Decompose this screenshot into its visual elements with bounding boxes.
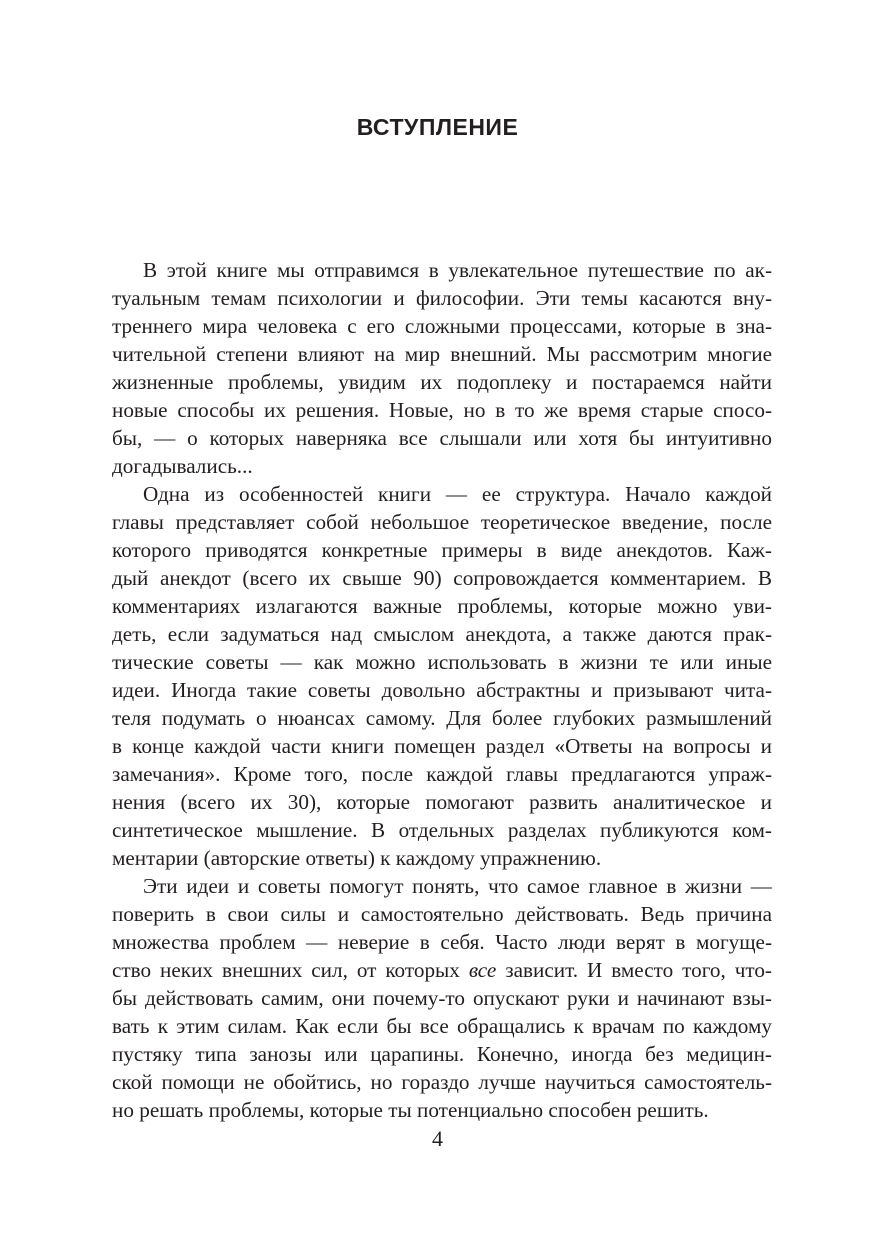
page-number: 4 [432, 1126, 443, 1151]
text-line: чительной степени влияют на мир внешний. Мы рассмотрим многие [112, 342, 772, 366]
text-line: но решать проблемы, которые ты потенциально способен решить. [112, 1098, 709, 1122]
text-line: догадывались... [112, 454, 253, 478]
text-line: теля подумать о нюансах самому. Для более глубоких размышлений [112, 706, 772, 730]
text-line: бы действовать самим, они почему-то опускают руки и начинают взы- [112, 986, 772, 1010]
text-line: тические советы — как можно использовать в жизни те или иные [112, 650, 772, 674]
text-line: бы, — о которых наверняка все слышали или хотя бы интуитивно [112, 426, 772, 450]
text-line: комментариях излагаются важные проблемы, которые можно уви- [112, 594, 772, 618]
text-line: которого приводятся конкретные примеры в виде анекдотов. Каж- [112, 538, 772, 562]
page-title: ВСТУПЛЕНИЕ [356, 114, 519, 140]
text-line: ской помощи не обойтись, но гораздо лучше научиться самостоятель- [112, 1070, 772, 1094]
text-line: идеи. Иногда такие советы довольно абстрактны и призывают чита- [112, 678, 772, 702]
text-line: жизненные проблемы, увидим их подоплеку и постараемся найти [112, 370, 772, 394]
text-segment: зависит. И вместо того, что- [496, 958, 772, 982]
text-line: дый анекдот (всего их свыше 90) сопровождается комментарием. В [112, 566, 772, 590]
text-line: В этой книге мы отправимся в увлекательное путешествие по ак- [143, 258, 772, 282]
text-line: Эти идеи и советы помогут понять, что самое главное в жизни — [143, 874, 772, 898]
text-line: синтетическое мышление. В отдельных разделах публикуются ком- [112, 818, 772, 842]
text-line: в конце каждой части книги помещен раздел «Ответы на вопросы и [112, 734, 772, 758]
text-line: главы представляет собой небольшое теоретическое введение, после [112, 510, 772, 534]
text-line: замечания». Кроме того, после каждой главы предлагаются упраж- [112, 762, 772, 786]
text-line: треннего мира человека с его сложными процессами, которые в зна- [112, 314, 772, 338]
text-segment: ство неких внешних сил, от которых [112, 958, 469, 982]
text-line: ментарии (авторские ответы) к каждому упражнению. [112, 846, 602, 870]
emphasized-word: все [468, 958, 497, 982]
text-line: Одна из особенностей книги — ее структура. Начало каждой [143, 482, 772, 506]
text-line: туальным темам психологии и философии. Эти темы касаются вну- [112, 286, 772, 310]
text-line: вать к этим силам. Как если бы все обращались к врачам по каждому [112, 1014, 772, 1038]
text-line: поверить в свои силы и самостоятельно действовать. Ведь причина [112, 902, 772, 926]
text-line: нения (всего их 30), которые помогают развить аналитическое и [112, 790, 772, 814]
text-line: пустяку типа занозы или царапины. Конечно, иногда без медицин- [112, 1042, 772, 1066]
text-line: деть, если задуматься над смыслом анекдота, а также даются прак- [112, 622, 772, 646]
text-line: множества проблем — неверие в себя. Часто люди верят в могуще- [112, 930, 772, 954]
text-line [112, 956, 772, 984]
text-line: новые способы их решения. Новые, но в то же время старые спосо- [112, 398, 772, 422]
